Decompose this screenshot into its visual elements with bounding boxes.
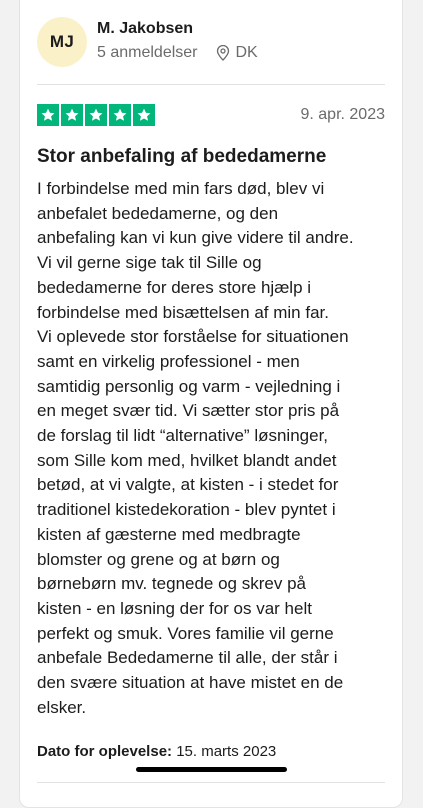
review-body-line: elsker. bbox=[37, 697, 87, 717]
review-body-line: traditionel kistedekoration - blev pyntet i bbox=[37, 500, 336, 520]
review-body-line: betød, at vi valgte, at kisten - i stedet for bbox=[37, 475, 339, 495]
avatar-initials: MJ bbox=[49, 32, 75, 51]
review-body bbox=[37, 177, 387, 720]
star-icon bbox=[109, 104, 131, 126]
review-body-line: en meget svær tid. Vi sætter stor pris på bbox=[37, 401, 340, 421]
star-icon bbox=[61, 104, 83, 126]
experience-label: Dato for oplevelse: bbox=[37, 743, 173, 760]
review-body-line: som Sille kom med, hvilket blandt andet bbox=[37, 450, 337, 470]
review-body-line: anbefaling kan vi kun give videre til andre. bbox=[37, 228, 354, 248]
review-body-line: børnebørn mv. tegnede og skrev på bbox=[37, 574, 306, 594]
experience-value: 15. marts 2023 bbox=[176, 743, 277, 760]
review-body-line: samtidig personlig og varm - vejledning i bbox=[37, 376, 341, 396]
review-body-line: de forslag til lidt “alternative” løsninger, bbox=[37, 426, 329, 446]
review-body-line: I forbindelse med min fars død, blev vi bbox=[37, 179, 325, 198]
reviewer-meta bbox=[97, 44, 258, 62]
avatar[interactable] bbox=[37, 17, 87, 67]
reviewer-name[interactable]: M. Jakobsen bbox=[97, 20, 194, 37]
star-icon bbox=[85, 104, 107, 126]
star-rating bbox=[37, 104, 155, 126]
review-body-line: bededamerne for deres store hjælp i bbox=[37, 277, 312, 297]
star-icon bbox=[133, 104, 155, 126]
divider bbox=[37, 84, 385, 85]
review-body-line: anbefale Bededamerne til alle, der står i bbox=[37, 648, 338, 668]
divider bbox=[37, 782, 385, 783]
experience-date bbox=[37, 743, 276, 760]
review-body-line: kisten - en løsning der for os var helt bbox=[37, 598, 312, 618]
review-body-line: blomster og grene og at børn og bbox=[37, 549, 280, 569]
review-body-line: Vi vil gerne sige tak til Sille og bbox=[37, 253, 262, 273]
review-body-line: anbefalet bededamerne, og den bbox=[37, 203, 279, 223]
star-icon bbox=[37, 104, 59, 126]
review-body-line: kisten af gæsterne med medbragte bbox=[37, 524, 301, 544]
review-title[interactable]: Stor anbefaling af bededamerne bbox=[37, 146, 327, 167]
review-body-line: Vi oplevede stor forståelse for situationen bbox=[37, 327, 349, 347]
review-card bbox=[19, 0, 403, 808]
home-indicator bbox=[136, 767, 287, 772]
reviewer-country: DK bbox=[235, 44, 258, 61]
review-body-line: forbindelse med bisættelsen af min far. bbox=[37, 302, 329, 322]
location-pin-icon bbox=[216, 45, 230, 61]
review-body-line: perfekt og smuk. Vores familie vil gerne bbox=[37, 623, 334, 643]
review-body-line: den svære situation at have mistet en de bbox=[37, 673, 344, 693]
review-count: 5 anmeldelser bbox=[97, 44, 198, 61]
review-body-line: samt en virkelig professionel - men bbox=[37, 351, 300, 371]
review-date: 9. apr. 2023 bbox=[300, 106, 385, 123]
